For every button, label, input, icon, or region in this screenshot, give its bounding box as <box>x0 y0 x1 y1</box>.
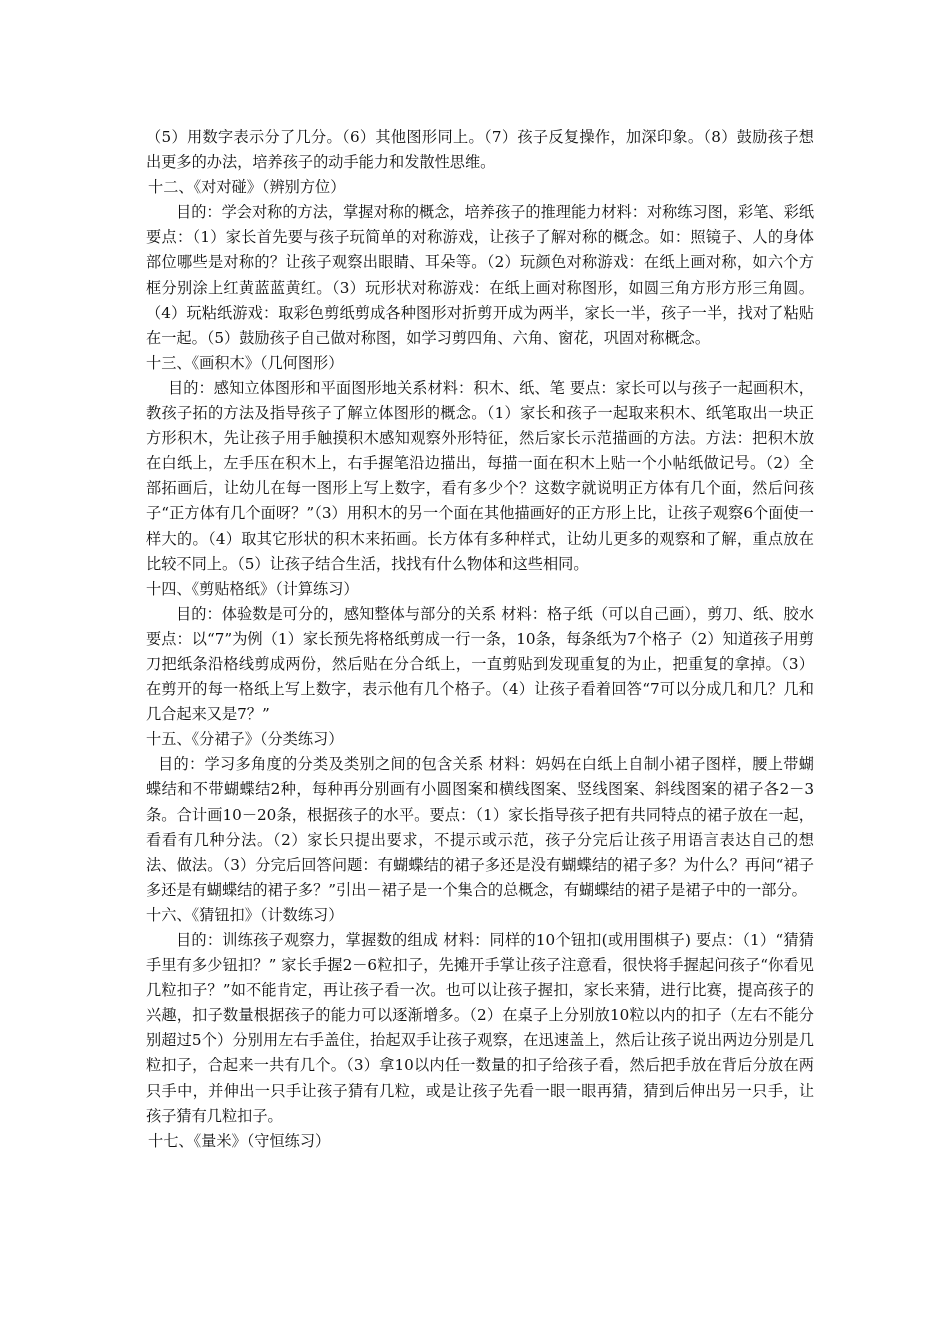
paragraph-body: （5）用数字表示分了几分。（6）其他图形同上。（7）孩子反复操作，加深印象。（8）鼓励孩子想出更多的办法，培养孩子的动手能力和发散性思维。 <box>146 128 814 172</box>
paragraph-body: 目的：训练孩子观察力，掌握数的组成 材料：同样的10个钮扣(或用围棋子) 要点：（1）“猜猜手里有多少钮扣？” 家长手握2－6粒扣子，先摊开手掌让孩子注意看，很快将手握起问孩子“你看见几粒扣子？”如不能肯定，再让孩子看一次。也可以让孩子握扣，家长来猜，进行比赛，提高孩子的兴趣，扣子数量根据孩子的能力可以逐渐增多。（2）在桌子上分别放10粒以内的扣子（左右不能分别超过5个）分别用左右手盖住，抬起双手让孩子观察，在迅速盖上，然后让孩子说出两边分别是几粒扣子，合起来一共有几个。（3）拿10以内任一数量的扣子给孩子看，然后把手放在背后分放在两只手中，并伸出一只手让孩子猜有几粒，或是让孩子先看一眼一眼再猜，猜到后伸出另一只手，让孩子猜有几粒扣子。 <box>146 931 814 1125</box>
section-heading: 十五、《分裙子》（分类练习） <box>146 730 344 749</box>
section-heading: 十二、《对对碰》（辨别方位） <box>148 178 346 197</box>
paragraph-body: 目的：感知立体图形和平面图形地关系材料：积木、纸、笔 要点：家长可以与孩子一起画积木，教孩子拓的方法及指导孩子了解立体图形的概念。（1）家长和孩子一起取来积木、纸笔取出一块正方形积木，先让孩子用手触摸积木感知观察外形特征，然后家长示范描画的方法。方法：把积木放在白纸上，左手压在积木上，右手握笔沿边描出，每描一面在积木上贴一个小帖纸做记号。（2）全部拓画后，让幼儿在每一图形上写上数字，看有多少个？这数字就说明正方体有几个面，然后问孩子“正方体有几个面呀？”（3）用积木的另一个面在其他描画好的正方形上比，让孩子观察6个面使一样大的。（4）取其它形状的积木来拓画。长方体有多种样式，让幼儿更多的观察和了解，重点放在比较不同上。（5）让孩子结合生活，找找有什么物体和这些相同。 <box>146 378 814 573</box>
section-heading: 十六、《猜钮扣》（计数练习） <box>146 905 344 924</box>
section-heading: 十七、《量米》（守恒练习） <box>148 1131 331 1150</box>
section-heading: 十四、《剪贴格纸》（计算练习） <box>146 579 359 598</box>
document-page <box>146 125 814 1154</box>
section-heading: 十三、《画积木》（几何图形） <box>146 353 344 372</box>
paragraph-body: 目的：体验数是可分的，感知整体与部分的关系 材料：格子纸（可以自己画），剪刀、纸、胶水 要点：以“7”为例（1）家长预先将格纸剪成一行一条，10条，每条纸为7个格子（2）知道孩子用剪刀把纸条沿格线剪成两份，然后贴在分合纸上，一直剪贴到发现重复的为止，把重复的拿掉。（3）在剪开的每一格纸上写上数字，表示他有几个格子。（4）让孩子看着回答“7可以分成几和几？几和几合起来又是7？” <box>146 604 814 724</box>
paragraph-body: 目的：学习多角度的分类及类别之间的包含关系 材料：妈妈在白纸上自制小裙子图样，腰上带蝴蝶结和不带蝴蝶结2种，每种再分别画有小圆图案和横线图案、竖线图案、斜线图案的裙子各2－3条。合计画10－20条，根据孩子的水平。要点：（1）家长指导孩子把有共同特点的裙子放在一起，看看有几种分法。（2）家长只提出要求，不提示或示范，孩子分完后让孩子用语言表达自己的想法、做法。（3）分完后回答问题：有蝴蝶结的裙子多还是没有蝴蝶结的裙子多？为什么？再问“裙子多还是有蝴蝶结的裙子多？”引出－裙子是一个集合的总概念，有蝴蝶结的裙子是裙子中的一部分。 <box>146 755 814 899</box>
paragraph-body: 目的：学会对称的方法，掌握对称的概念，培养孩子的推理能力材料：对称练习图，彩笔、彩纸 要点：（1）家长首先要与孩子玩简单的对称游戏，让孩子了解对称的概念。如：照镜子、人的身体部位哪些是对称的？让孩子观察出眼睛、耳朵等。（2）玩颜色对称游戏：在纸上画对称，如六个方框分别涂上红黄蓝蓝黄红。（3）玩形状对称游戏：在纸上画对称图形，如圆三角方形方形三角圆。（4）玩粘纸游戏：取彩色剪纸剪成各种图形对折剪开成为两半，家长一半，孩子一半，找对了粘贴在一起。（5）鼓励孩子自己做对称图，如学习剪四角、六角、窗花，巩固对称概念。 <box>146 203 814 347</box>
